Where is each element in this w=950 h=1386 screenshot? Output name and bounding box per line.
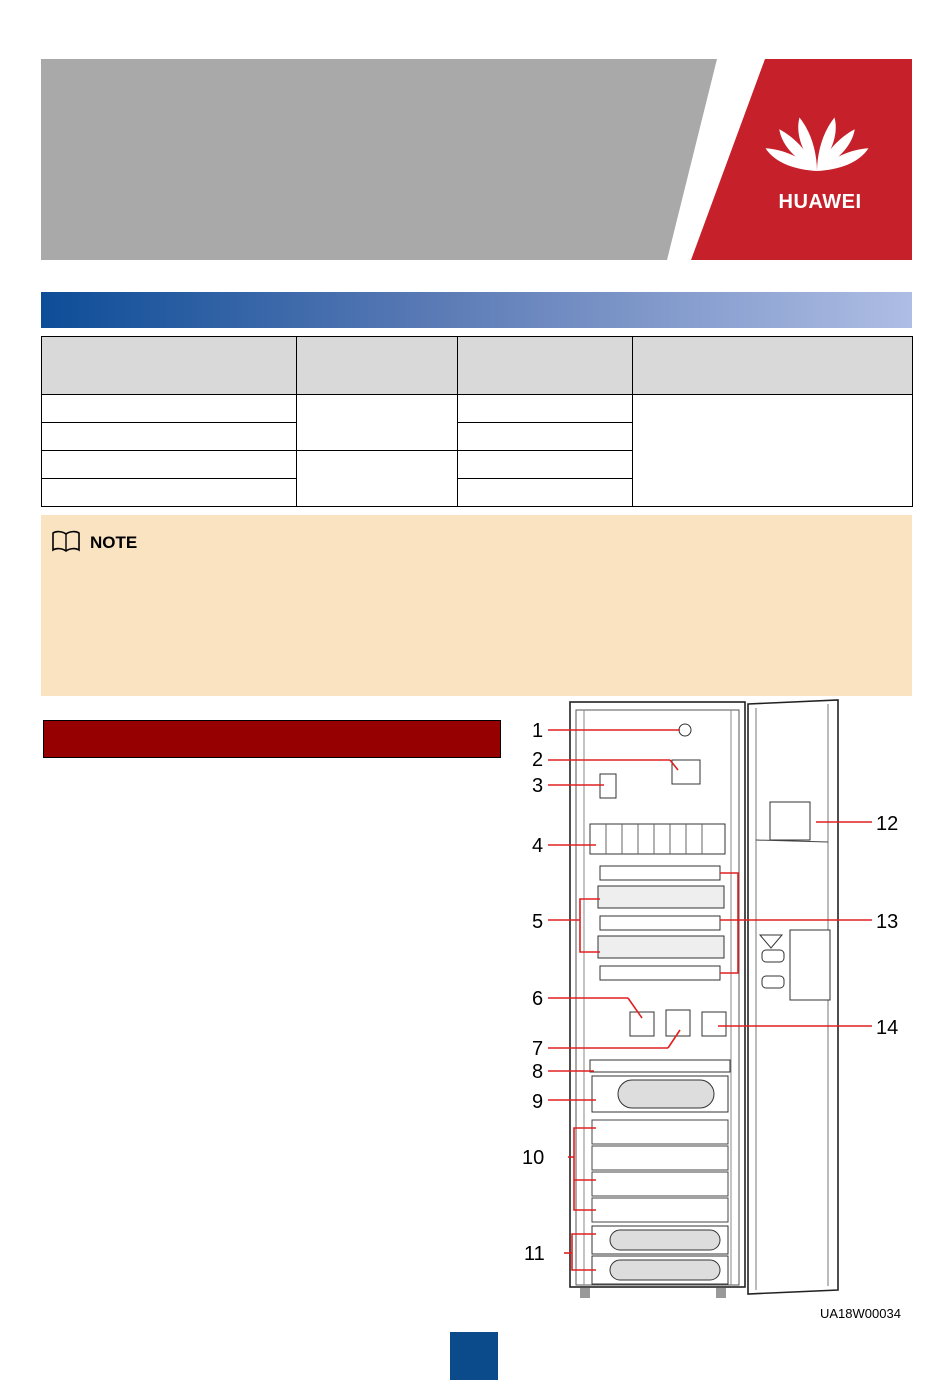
table-cell (42, 423, 297, 451)
note-label: NOTE (90, 533, 138, 552)
callout-13: 13 (876, 911, 899, 933)
callout-9: 9 (532, 1091, 544, 1113)
callout-14: 14 (876, 1017, 899, 1039)
spec-table (41, 336, 913, 507)
section-title-bar (41, 292, 912, 328)
table-header-cell (633, 337, 913, 395)
table-header-row (42, 337, 913, 395)
figure-code: UA18W00034 (820, 1306, 901, 1321)
table-cell (633, 395, 913, 507)
callout-2: 2 (532, 749, 544, 771)
cabinet-diagram (520, 690, 920, 1310)
callout-12: 12 (876, 813, 899, 835)
page-number-box (450, 1332, 498, 1380)
callout-8: 8 (532, 1061, 544, 1083)
callout-4: 4 (532, 835, 544, 857)
header-banner (41, 59, 912, 260)
table-header-cell (297, 337, 458, 395)
callout-3: 3 (532, 775, 544, 797)
callout-10: 10 (522, 1147, 545, 1169)
table-cell (458, 451, 633, 479)
table-header-cell (42, 337, 297, 395)
table-cell (42, 451, 297, 479)
table-cell (42, 395, 297, 423)
book-icon (51, 530, 81, 552)
callout-11: 11 (524, 1243, 545, 1265)
table-cell (458, 395, 633, 423)
table-cell (297, 451, 458, 507)
logo-wordmark: HUAWEI (778, 191, 862, 213)
note-box (41, 515, 912, 696)
table-row (42, 395, 913, 423)
table-cell (458, 479, 633, 507)
table-cell (297, 395, 458, 451)
callout-1: 1 (532, 720, 544, 742)
table-header-cell (458, 337, 633, 395)
table-cell (458, 423, 633, 451)
section-heading-bar (43, 720, 501, 758)
callout-5: 5 (532, 911, 544, 933)
table-cell (42, 479, 297, 507)
callout-6: 6 (532, 988, 544, 1010)
callout-7: 7 (532, 1038, 544, 1060)
